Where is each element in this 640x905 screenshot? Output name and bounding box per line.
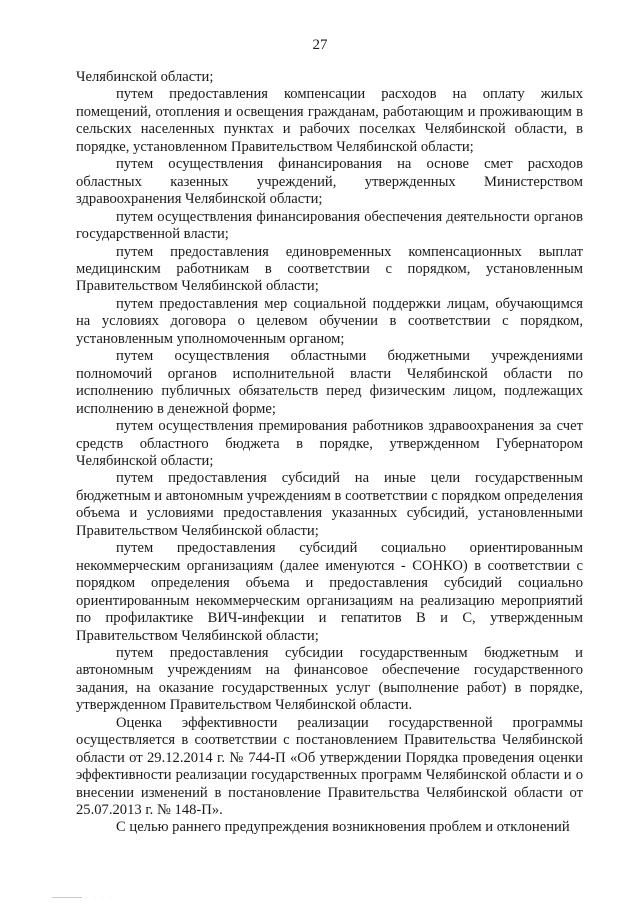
scan-artifact-dots: · · · ·	[86, 895, 114, 902]
paragraph: Оценка эффективности реализации государственной программы осуществляется в соответствии с постановлением Правительства Челябинской области от 29.12.2014 г. № 744-П «Об утверждении Порядка проведения оценки эффективности реализации государственных программ Челябинской области и о внесении изменений в постановление Правительства Челябинской области от 25.07.2013 г. № 148-П».	[76, 714, 583, 819]
paragraph: путем осуществления областными бюджетными учреждениями полномочий органов исполнительной власти Челябинской области по исполнению публичных обязательств перед физическим лицом, подлежащих исполнению в денежной форме;	[76, 348, 583, 417]
document-body	[76, 69, 583, 837]
page-number: 27	[312, 37, 328, 53]
paragraph: С целью раннего предупреждения возникновения проблем и отклонений	[116, 819, 570, 836]
paragraph: путем предоставления компенсации расходов на оплату жилых помещений, отопления и освещения гражданам, работающим и проживающим в сельских населенных пунктах и рабочих поселках Челябинской области, в порядке, установленном Правительством Челябинской области;	[76, 86, 583, 155]
paragraph: путем предоставления субсидий социально ориентированным некоммерческим организациям (далее именуются - СОНКО) в соответствии с порядком определения объема и предоставления субсидий социально ориентированным некоммерческим организациям на реализацию мероприятий по профилактике ВИЧ-инфекции и гепатитов В и С, утвержденным Правительством Челябинской области;	[76, 540, 583, 644]
paragraph: путем предоставления субсидий на иные цели государственным бюджетным и автономным учреждениям в соответствии с порядком определения объема и условиями предоставления указанных субсидий, установленными Правительством Челябинской области;	[76, 470, 583, 539]
scan-artifact-line	[52, 897, 82, 898]
paragraph: путем осуществления финансирования обеспечения деятельности органов государственной власти;	[76, 208, 583, 243]
paragraph-continuation: Челябинской области;	[76, 69, 214, 85]
paragraph: путем предоставления мер социальной поддержки лицам, обучающимся на условиях договора о целевом обучении в соответствии с порядком, установленным уполномоченным органом;	[76, 295, 583, 347]
paragraph: путем осуществления премирования работников здравоохранения за счет средств областного бюджета в порядке, утвержденном Губернатором Челябинской области;	[76, 418, 583, 469]
paragraph: путем осуществления финансирования на основе смет расходов областных казенных учреждений, утвержденных Министерством здравоохранения Челябинской области;	[76, 156, 583, 208]
paragraph: путем предоставления единовременных компенсационных выплат медицинским работникам в соответствии с порядком, установленным Правительством Челябинской области;	[76, 243, 583, 295]
paragraph: путем предоставления субсидии государственным бюджетным и автономным учреждениям на финансовое обеспечение государственного задания, на оказание государственных услуг (выполнение работ) в порядке, утвержденном Правительством Челябинской области.	[76, 644, 583, 714]
